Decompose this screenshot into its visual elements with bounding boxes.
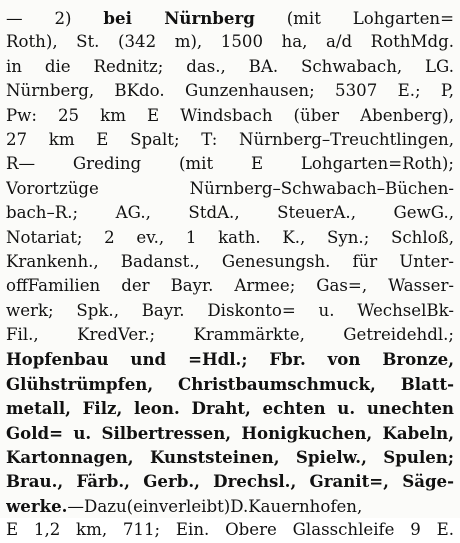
text-line <box>6 372 454 396</box>
text-line <box>6 421 454 445</box>
text-line <box>6 494 454 518</box>
text-line <box>6 347 454 371</box>
text-line <box>6 55 454 79</box>
text-line <box>6 201 454 225</box>
text-run: Krankenh., Badanst., Genesungsh. für Unter- <box>6 251 454 271</box>
text-run: offFamilien der Bayr. Armee; Gas=, Wasser- <box>6 276 454 296</box>
bold-text-run: Brau., Färb., Gerb., Drechsl., Granit=, Säge- <box>6 471 454 492</box>
text-run: Vorortzüge Nürnberg–Schwabach–Büchen- <box>6 178 454 198</box>
text-line <box>6 396 454 420</box>
text-line <box>6 6 454 30</box>
bold-text-run: werke. <box>6 495 68 516</box>
text-line <box>6 445 454 469</box>
text-line <box>6 274 454 298</box>
text-run: —Dazu(einverleibt)D.Kauernhofen, <box>67 496 363 516</box>
text-run: E 1,2 km, 711; Ein. Obere Glasschleife 9 E. <box>6 520 454 540</box>
text-run: — 2) <box>6 9 104 28</box>
text-line <box>6 177 454 201</box>
text-line <box>6 226 454 250</box>
text-run: 27 km E Spalt; T: Nürnberg–Treuchtlingen, <box>6 129 454 149</box>
text-line <box>6 299 454 323</box>
text-run: Fil., KredVer.; Krammärkte, Getreidehdl.; <box>6 325 454 345</box>
text-line <box>6 152 454 176</box>
text-run: Nürnberg, BKdo. Gunzenhausen; 5307 E.; P, <box>6 81 454 101</box>
text-line <box>6 469 454 493</box>
text-run: R— Greding (mit E Lohgarten=Roth); <box>6 154 454 174</box>
text-run: (mit Lohgarten= <box>254 9 454 28</box>
text-line <box>6 323 454 347</box>
text-run: Notariat; 2 ev., 1 kath. K., Syn.; Schloß, <box>6 227 454 247</box>
bold-text-run: Kartonnagen, Kunststeinen, Spielw., Spulen; <box>6 447 454 468</box>
text-run: bach–R.; AG., StdA., SteuerA., GewG., <box>6 203 454 223</box>
text-run: werk; Spk., Bayr. Diskonto= u. WechselBk- <box>6 300 454 320</box>
text-line <box>6 250 454 274</box>
gazetteer-entry <box>6 6 454 543</box>
text-line <box>6 128 454 152</box>
text-line <box>6 518 454 542</box>
bold-text-run: Glühstrümpfen, Christbaumschmuck, Blatt- <box>6 373 454 394</box>
bold-text-run: Gold= u. Silbertressen, Honigkuchen, Kabeln, <box>6 422 454 443</box>
bold-text-run: metall, Filz, leon. Draht, echten u. unechten <box>6 398 454 419</box>
text-run: Pw: 25 km E Windsbach (über Abenberg), <box>6 105 454 125</box>
text-line <box>6 79 454 103</box>
bold-text-run: Hopfenbau und =Hdl.; Fbr. von Bronze, <box>6 349 454 370</box>
bold-text-run: bei Nürnberg <box>103 8 255 28</box>
text-run: in die Rednitz; das., BA. Schwabach, LG. <box>6 56 454 76</box>
text-run: Roth), St. (342 m), 1500 ha, a/d RothMdg. <box>6 32 454 52</box>
text-line <box>6 104 454 128</box>
text-line <box>6 30 454 54</box>
